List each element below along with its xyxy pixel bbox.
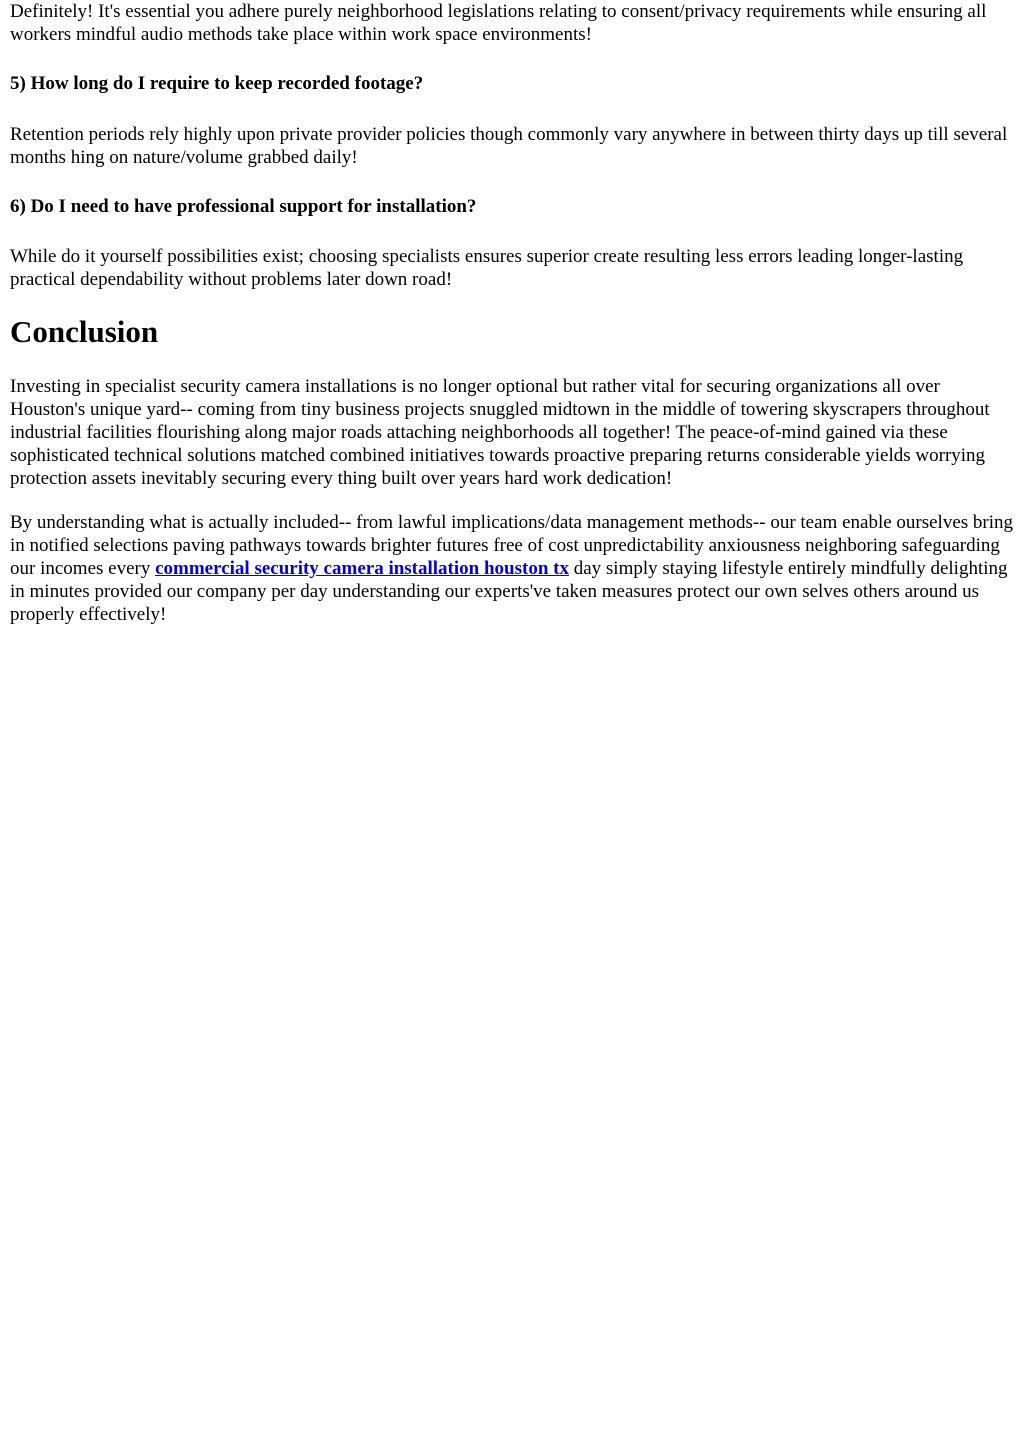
conclusion-heading: Conclusion bbox=[10, 314, 159, 349]
conclusion-paragraph-1: Investing in specialist security camera installations is no longer optional but rather vital for securing organizations all over Houston's unique yard-- coming from tiny business projects snuggled midtown in the middle of towering skyscrapers throughout industrial facilities flourishing along major roads attaching neighborhoods all together! The peace-of-mind gained via these sophisticated technical solutions matched combined initiatives towards proactive preparing returns considerable yields worrying protection assets inevitably securing every thing built over years hard work dedication! bbox=[10, 376, 990, 489]
conclusion-paragraph-2-text-before: By understanding what is actually included-- from lawful implications/data management methods-- our team enable ourselves bring in notified selections paving pathways towards brighter futures free of cost unpredictability anxiousness neighboring safeguarding our incomes every bbox=[10, 512, 1014, 579]
conclusion-paragraph-2 bbox=[10, 511, 1014, 626]
faq-6-answer: While do it yourself possibilities exist; choosing specialists ensures superior create resulting less errors leading longer-lasting practical dependability without problems later down road! bbox=[10, 246, 964, 290]
faq-6-question: 6) Do I need to have professional support for installation? bbox=[10, 196, 477, 217]
conclusion-paragraph-2-text-after: day simply staying lifestyle entirely mindfully delighting in minutes provided our company per day understanding our experts've taken measures protect our own selves others around us properly effectively! bbox=[10, 558, 1008, 625]
faq-4-answer: Definitely! It's essential you adhere purely neighborhood legislations relating to consent/privacy requirements while ensuring all workers mindful audio methods take place within work space environments! bbox=[10, 1, 987, 45]
faq-5-question: 5) How long do I require to keep recorded footage? bbox=[10, 73, 424, 94]
commercial-security-camera-link[interactable]: commercial security camera installation houston tx bbox=[155, 558, 569, 579]
faq-5-answer: Retention periods rely highly upon private provider policies though commonly vary anywhere in between thirty days up till several months hing on nature/volume grabbed daily! bbox=[10, 124, 1008, 168]
